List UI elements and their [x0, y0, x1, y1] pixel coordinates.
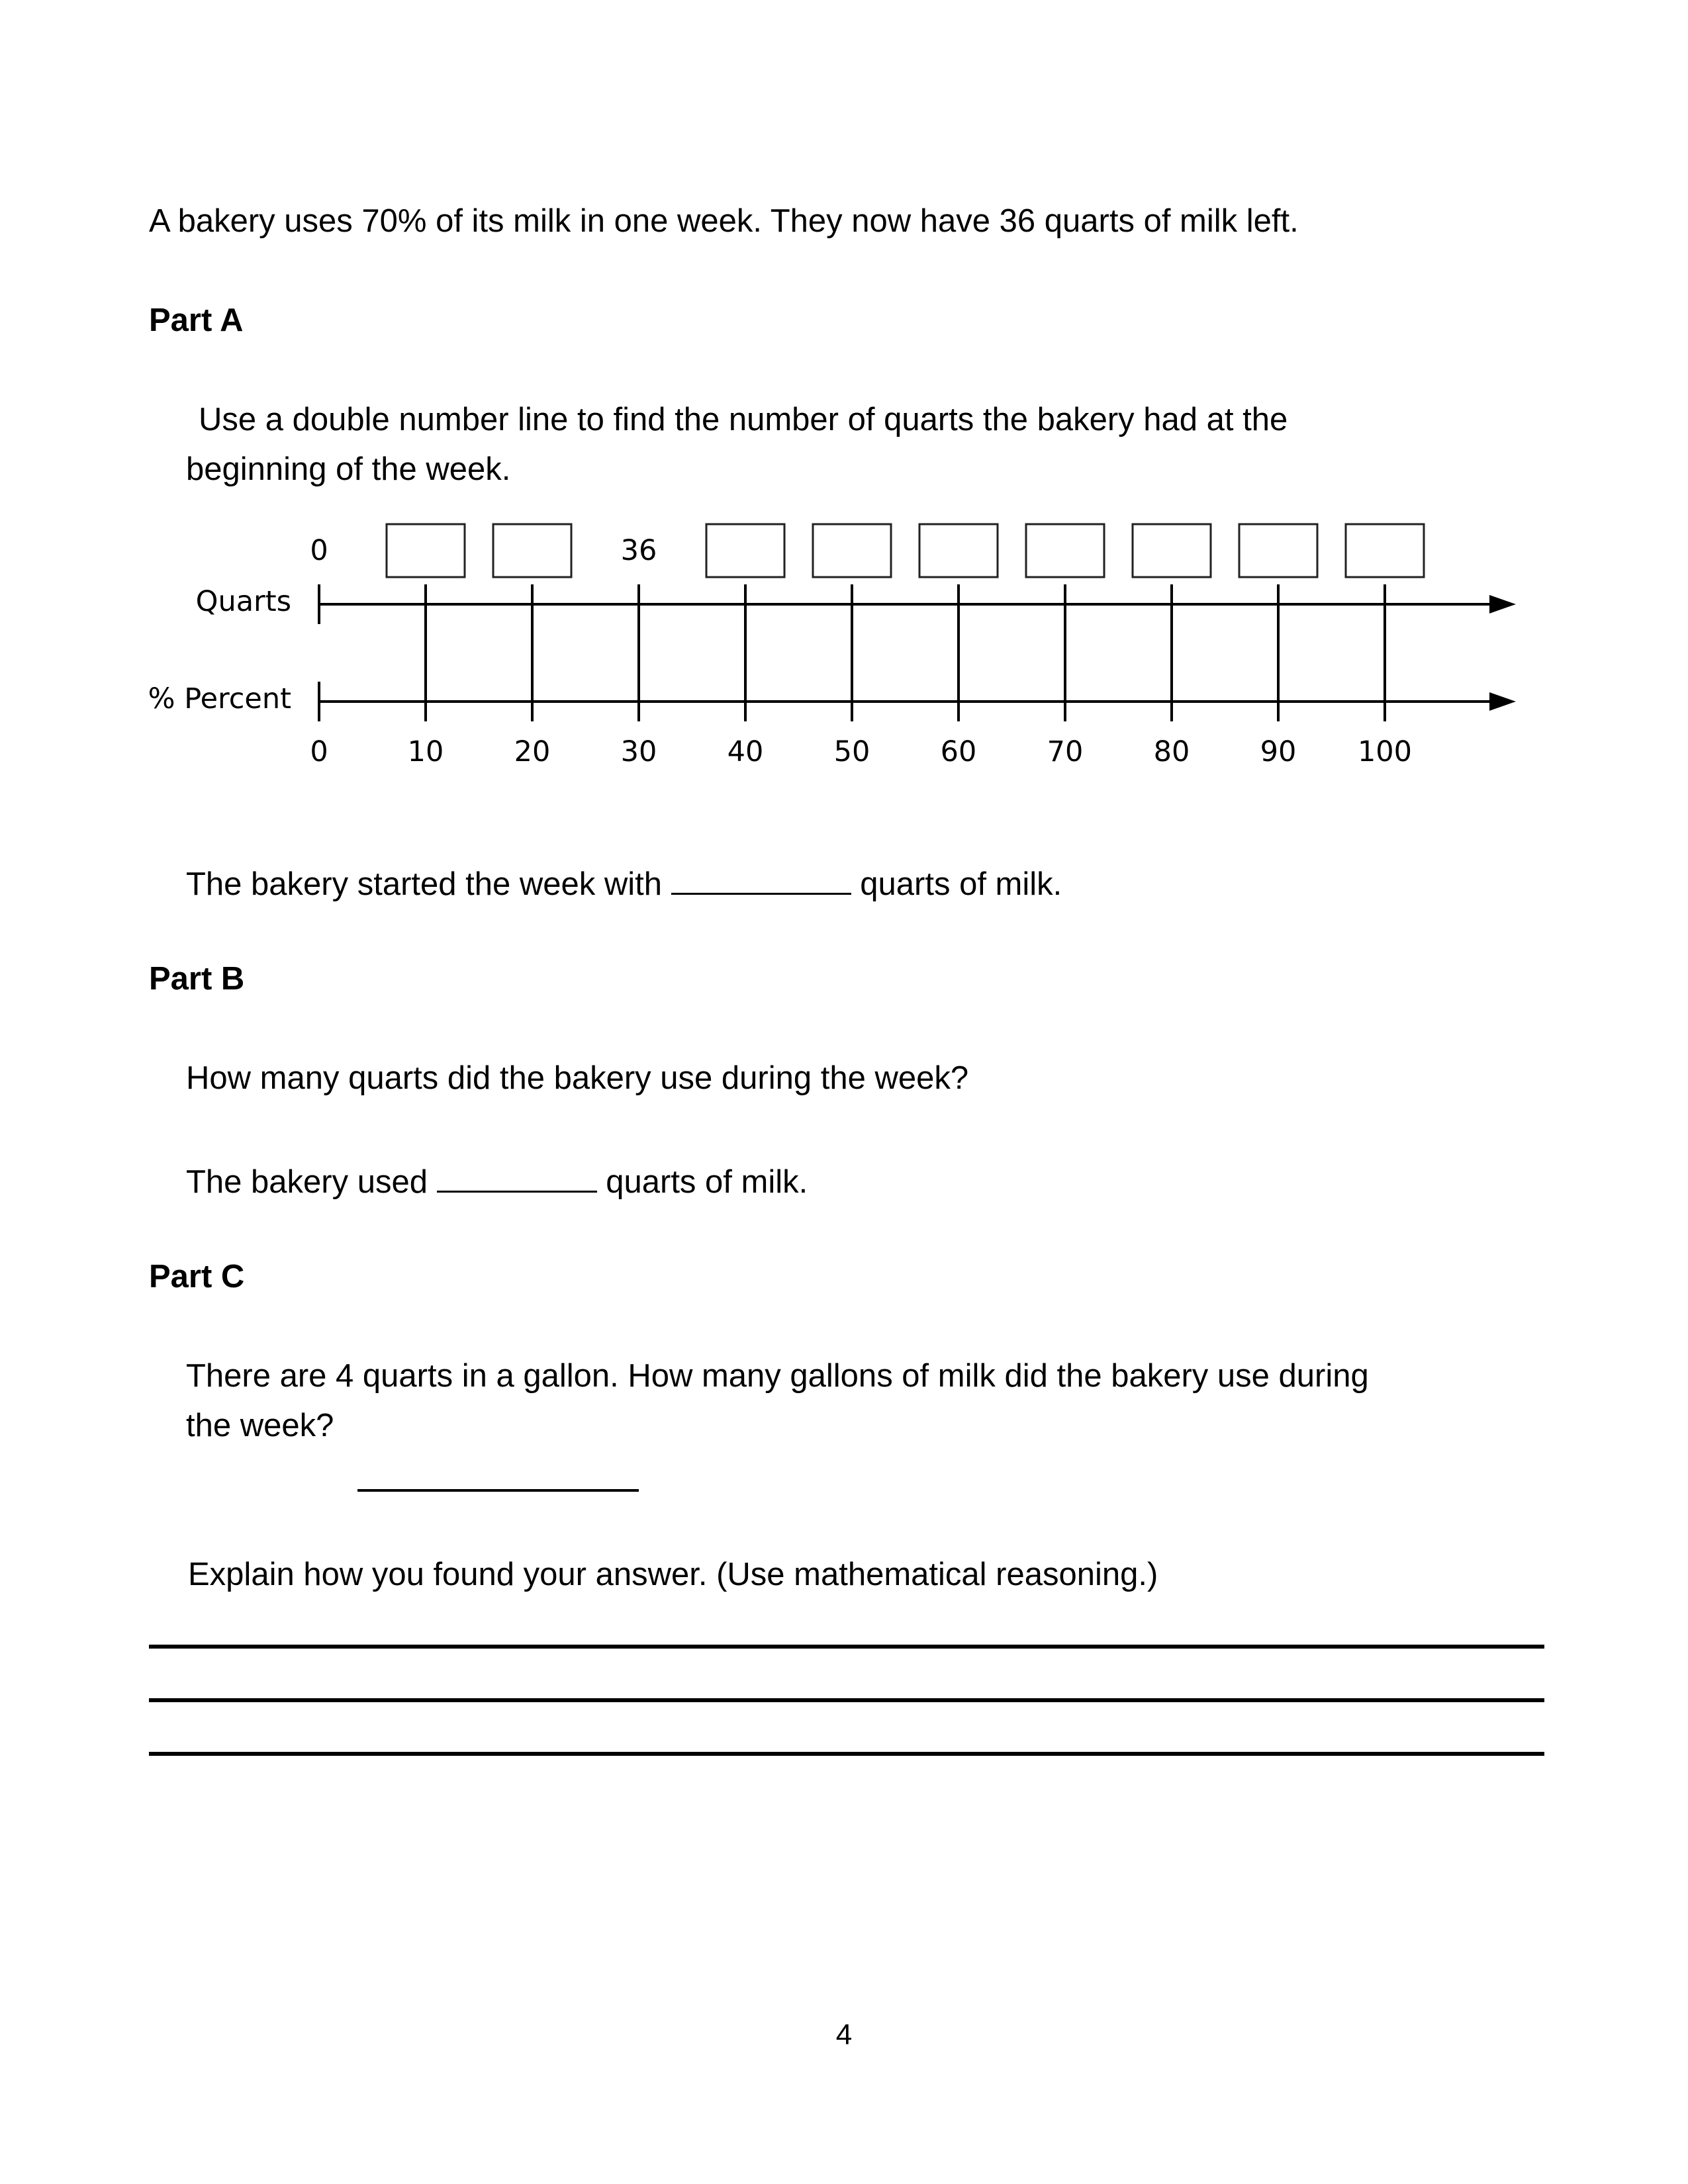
part-c-heading: Part C	[149, 1259, 245, 1295]
percent-tick-label-50: 50	[833, 735, 870, 768]
percent-tick-label-90: 90	[1260, 735, 1297, 768]
part-a-answer-blank[interactable]	[671, 864, 851, 895]
quarts-tick-label-36: 36	[620, 534, 657, 567]
percent-axis-label: % Percent	[148, 682, 291, 715]
part-a-prompt-line1: Use a double number line to find the number of quarts the bakery had at the	[199, 402, 1288, 437]
intro-text: A bakery uses 70% of its milk in one week. They now have 36 quarts of milk left.	[149, 203, 1299, 239]
double-number-line	[0, 0, 1688, 794]
percent-tick-label-60: 60	[940, 735, 977, 768]
part-a-prompt-line2: beginning of the week.	[186, 451, 511, 487]
quarts-answer-box-1[interactable]	[387, 524, 465, 577]
part-b-heading: Part B	[149, 961, 245, 997]
percent-tick-label-80: 80	[1153, 735, 1190, 768]
percent-tick-label-40: 40	[727, 735, 764, 768]
part-a-heading: Part A	[149, 302, 244, 338]
explain-prompt: Explain how you found your answer. (Use mathematical reasoning.)	[188, 1557, 1158, 1592]
part-a-answer-after: quarts of milk.	[860, 866, 1062, 902]
quarts-axis-arrow	[1489, 595, 1516, 614]
quarts-answer-box-6[interactable]	[919, 524, 998, 577]
part-c-answer-blank[interactable]	[357, 1489, 639, 1492]
part-c-question-line1: There are 4 quarts in a gallon. How many gallons of milk did the bakery use during	[186, 1358, 1369, 1394]
part-b-answer-sentence	[186, 1161, 808, 1199]
quarts-answer-box-7[interactable]	[1026, 524, 1104, 577]
percent-tick-label-70: 70	[1047, 735, 1084, 768]
percent-tick-label-30: 30	[620, 735, 657, 768]
percent-axis-arrow	[1489, 692, 1516, 711]
response-line-2[interactable]	[149, 1698, 1544, 1702]
part-b-answer-blank[interactable]	[437, 1161, 597, 1193]
percent-tick-label-20: 20	[514, 735, 551, 768]
part-a-answer-sentence	[186, 864, 1062, 901]
page-number: 4	[835, 2019, 853, 2051]
quarts-answer-box-4[interactable]	[706, 524, 784, 577]
quarts-answer-box-2[interactable]	[493, 524, 571, 577]
quarts-answer-box-8[interactable]	[1133, 524, 1211, 577]
quarts-answer-box-9[interactable]	[1239, 524, 1317, 577]
part-b-question: How many quarts did the bakery use during the week?	[186, 1060, 969, 1096]
part-b-answer-before: The bakery used	[186, 1164, 428, 1200]
percent-tick-label-10: 10	[407, 735, 444, 768]
quarts-answer-box-5[interactable]	[813, 524, 891, 577]
response-line-1[interactable]	[149, 1645, 1544, 1649]
percent-tick-label-0: 0	[310, 735, 328, 768]
percent-tick-label-100: 100	[1357, 735, 1413, 768]
quarts-tick-label-0: 0	[310, 534, 328, 567]
quarts-axis-label: Quarts	[195, 585, 291, 618]
part-a-answer-before: The bakery started the week with	[186, 866, 663, 902]
part-c-question-line2: the week?	[186, 1408, 334, 1443]
response-line-3[interactable]	[149, 1752, 1544, 1756]
quarts-answer-box-10[interactable]	[1346, 524, 1424, 577]
part-b-answer-after: quarts of milk.	[606, 1164, 808, 1200]
